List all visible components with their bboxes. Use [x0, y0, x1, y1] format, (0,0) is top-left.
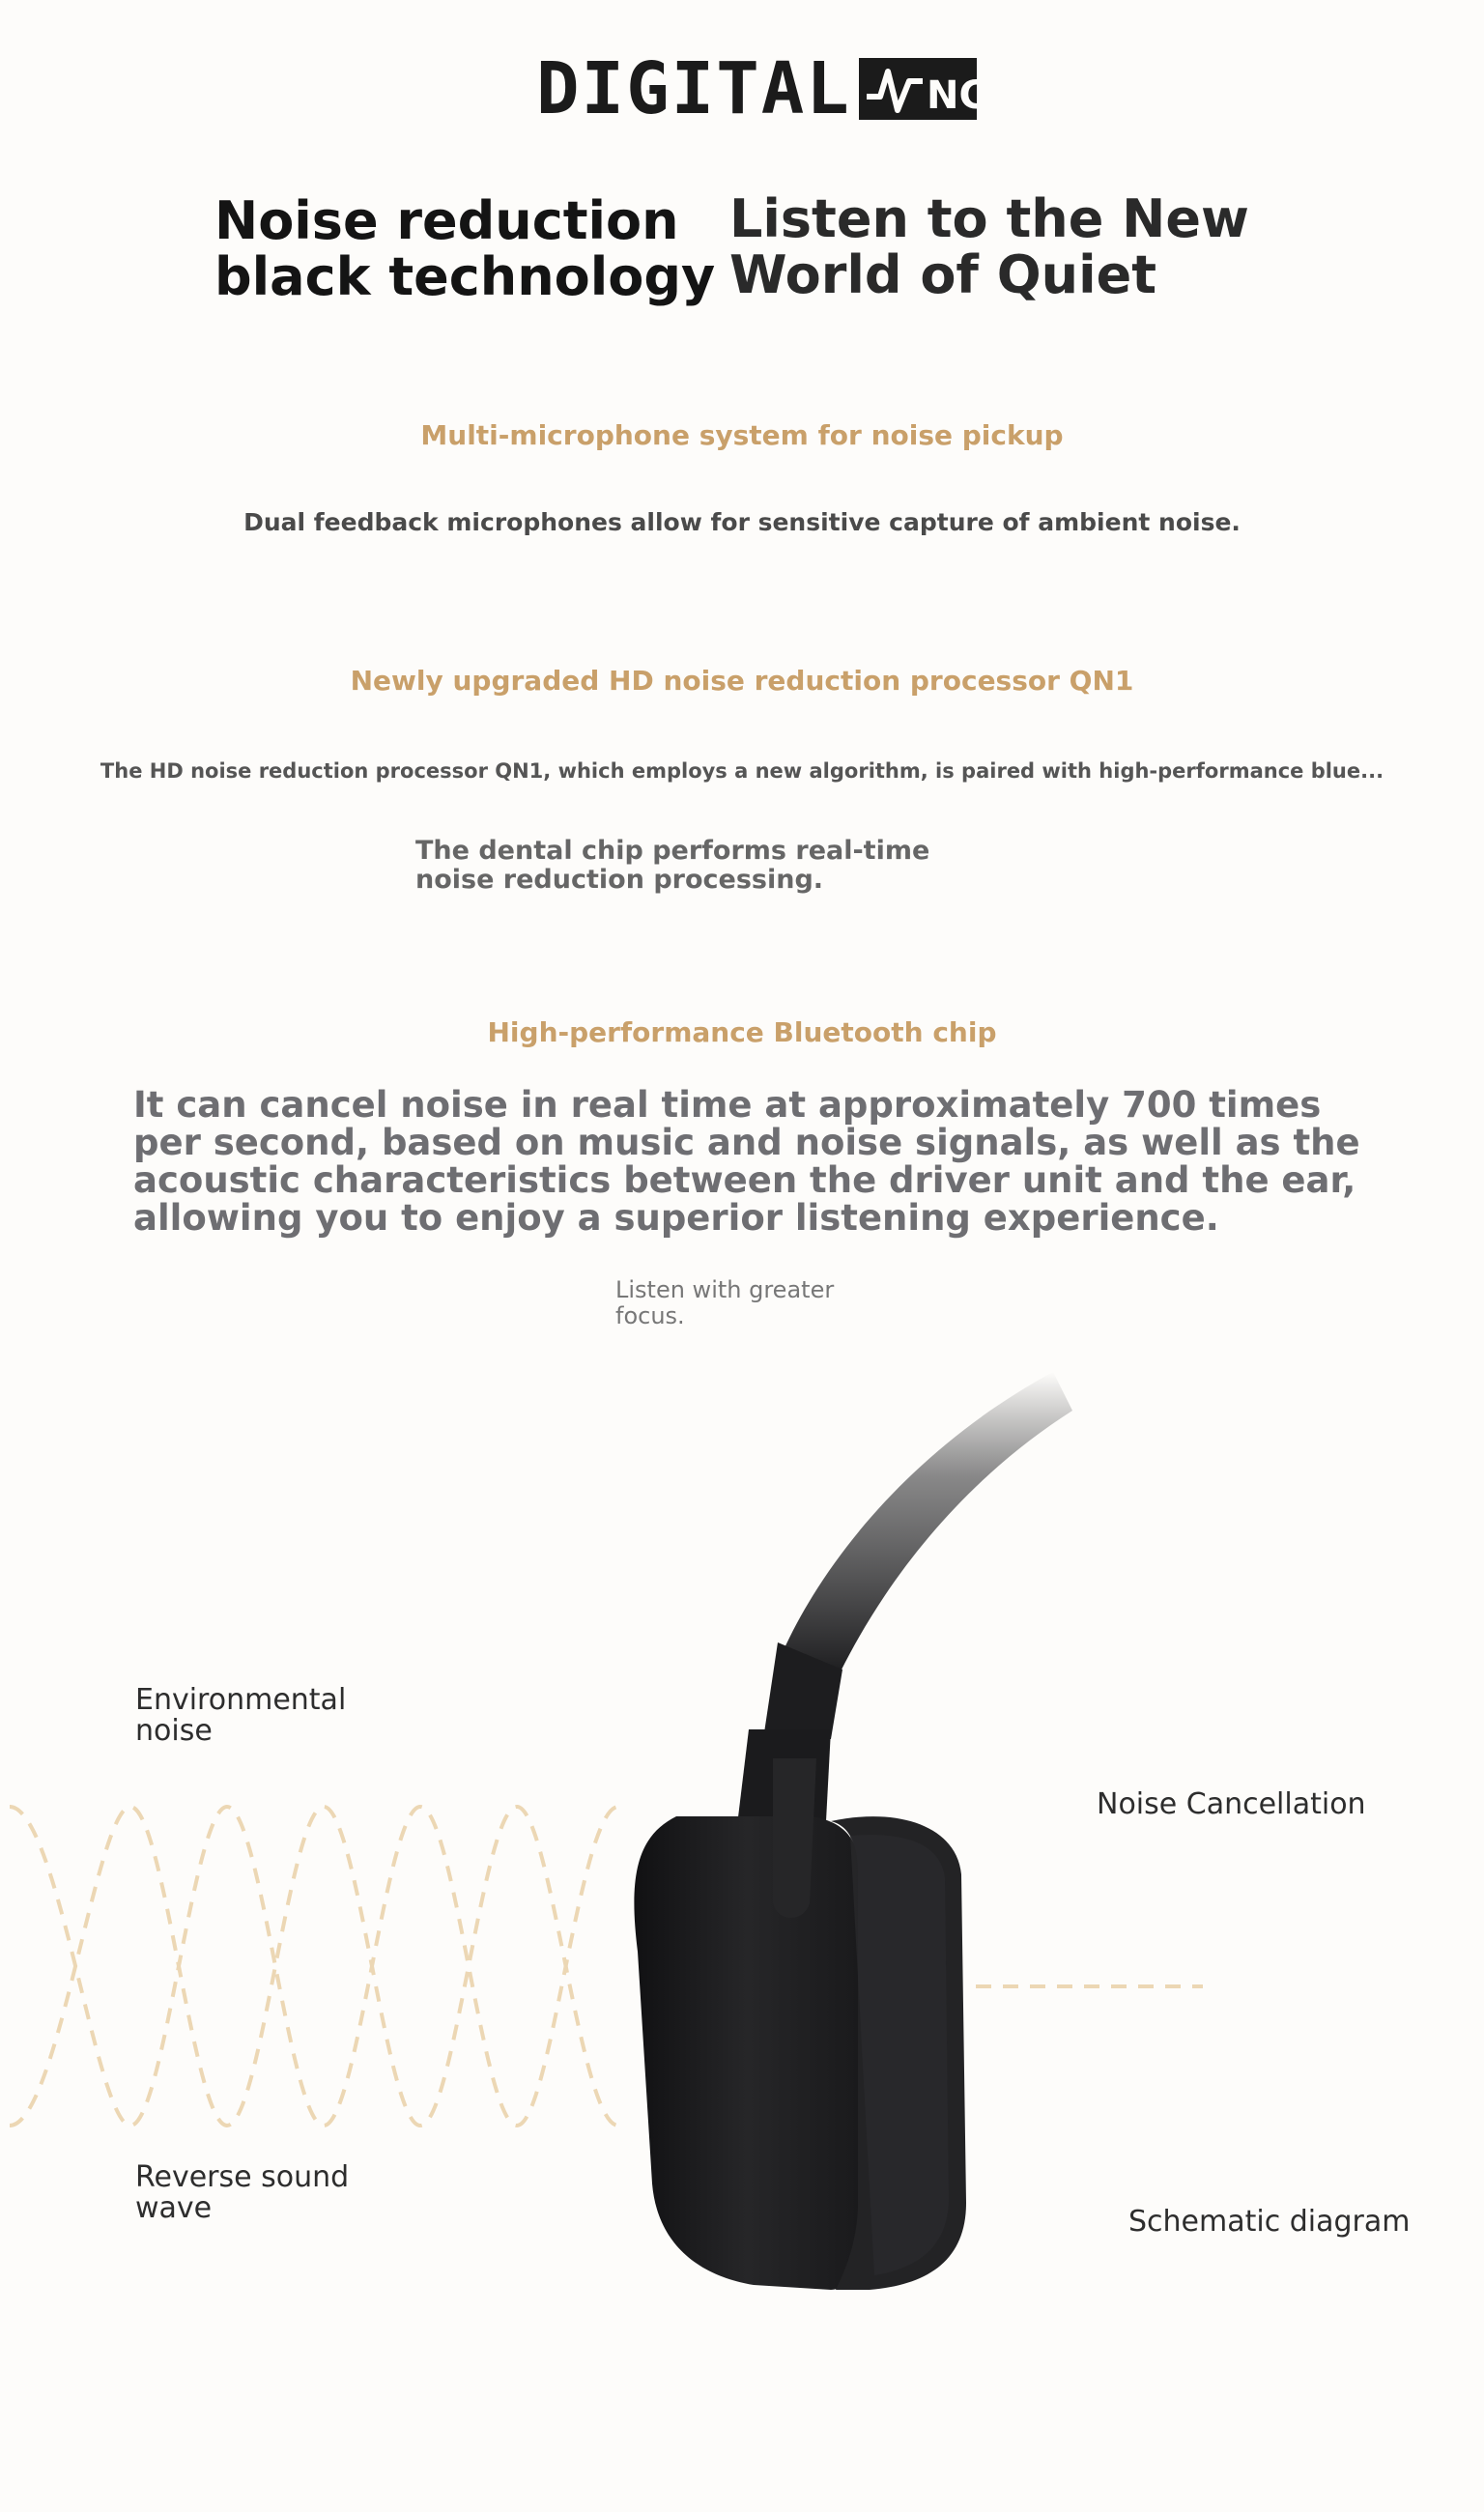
- reverse-sound-wave: [10, 1807, 618, 2126]
- nc-logo-mark-icon: [859, 58, 987, 120]
- section-subdesc-processor: The dental chip performs real-time noise reduction processing.: [415, 836, 930, 895]
- section-desc-microphones: Dual feedback microphones allow for sensitive capture of ambient noise.: [243, 508, 1241, 536]
- section-desc-bluetooth: It can cancel noise in real time at approximately 700 times per second, based on music and noise signals, as well as the acoustic characteristics between the driver unit and the ear, allowing you to enjoy a superior listening experience.: [133, 1084, 1360, 1239]
- label-environmental-noise: Environmental noise: [135, 1683, 347, 1748]
- section-desc-processor: The HD noise reduction processor QN1, which employs a new algorithm, is paired with high-performance blue...: [100, 759, 1384, 783]
- label-schematic-diagram: Schematic diagram: [1128, 2205, 1411, 2239]
- environmental-noise-wave: [10, 1807, 618, 2126]
- headline-left: Noise reduction black technology: [214, 190, 716, 307]
- sound-wave-graphic-icon: [10, 1807, 1203, 2126]
- section-title-processor: Newly upgraded HD noise reduction processor QN1: [350, 665, 1134, 697]
- logo-text: DIGITAL: [536, 47, 851, 130]
- focus-caption: Listen with greater focus.: [615, 1276, 835, 1329]
- brand-logo: [536, 47, 987, 130]
- headphone-illustration-icon: [634, 1372, 1072, 2290]
- section-title-microphones: Multi-microphone system for noise pickup: [420, 419, 1064, 451]
- label-reverse-sound-wave: Reverse sound wave: [135, 2160, 350, 2225]
- logo-mark-letters: NC: [926, 73, 987, 118]
- label-noise-cancellation: Noise Cancellation: [1097, 1787, 1366, 1821]
- section-title-bluetooth: High-performance Bluetooth chip: [487, 1016, 997, 1048]
- headline-right: Listen to the New World of Quiet: [729, 188, 1249, 305]
